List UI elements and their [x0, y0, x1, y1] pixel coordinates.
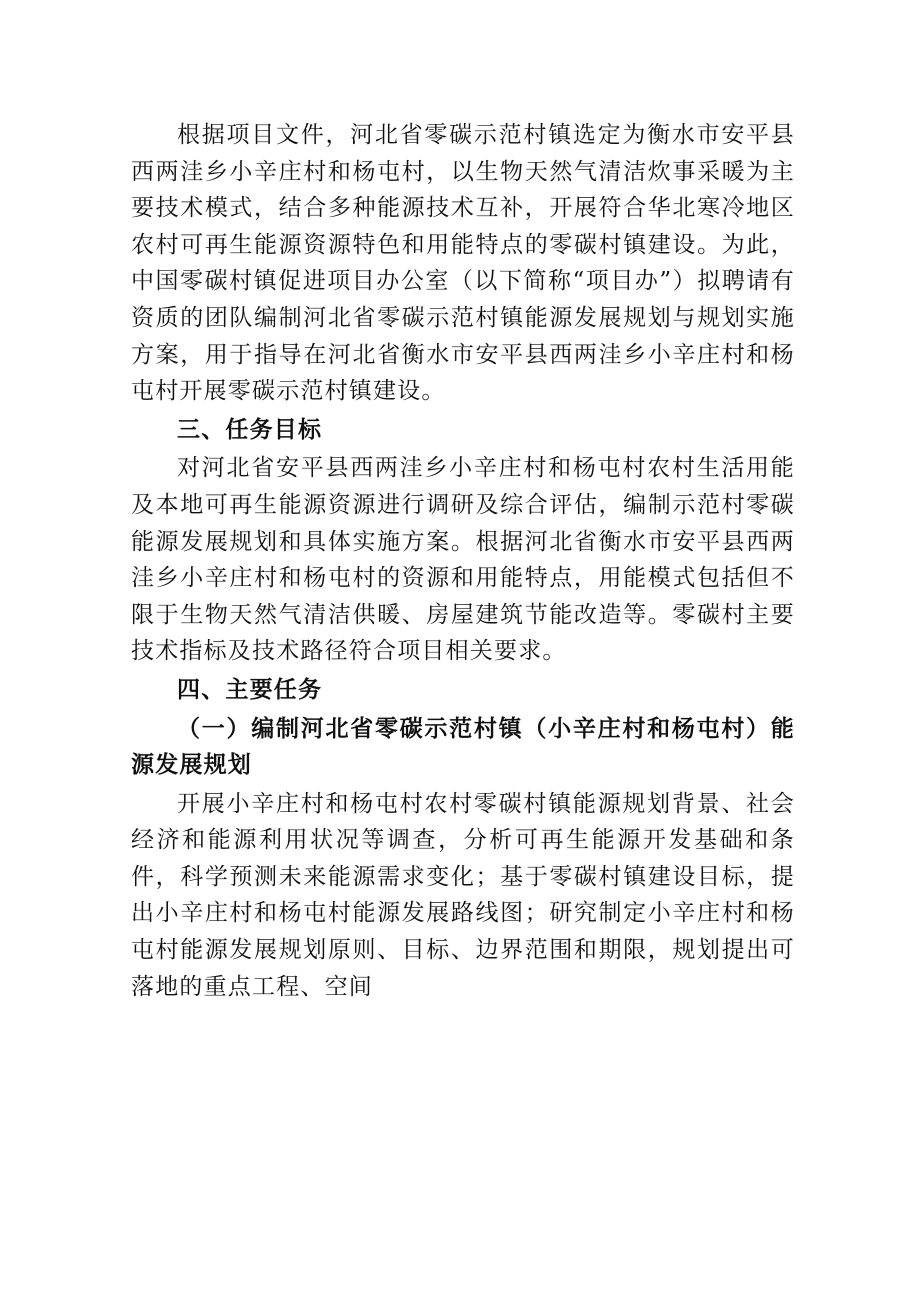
document-body	[131, 117, 795, 1005]
section-heading-main-tasks: 四、主要任务	[177, 675, 323, 703]
paragraph-background: 根据项目文件，河北省零碳示范村镇选定为衡水市安平县西两洼乡小辛庄村和杨屯村，以生物天然气清洁炊事采暖为主要技术模式，结合多种能源技术互补，开展符合华北寒冷地区农村可再生能源资源特色和用能特点的零碳村镇建设。为此，中国零碳村镇促进项目办公室（以下简称“项目办”）拟聘请有资质的团队编制河北省零碳示范村镇能源发展规划与规划实施方案，用于指导在河北省衡水市安平县西两洼乡小辛庄村和杨屯村开展零碳示范村镇建设。	[131, 122, 795, 405]
paragraph-energy-plan: 开展小辛庄村和杨屯村农村零碳村镇能源规划背景、社会经济和能源利用状况等调查，分析可再生能源开发基础和条件，科学预测未来能源需求变化；基于零碳村镇建设目标，提出小辛庄村和杨屯村能源发展路线图；研究制定小辛庄村和杨屯村能源发展规划原则、目标、边界范围和期限，规划提出可落地的重点工程、空间	[131, 790, 795, 1000]
section-heading-task-goals: 三、任务目标	[177, 415, 323, 443]
paragraph-task-goals: 对河北省安平县西两洼乡小辛庄村和杨屯村农村生活用能及本地可再生能源资源进行调研及综合评估，编制示范村零碳能源发展规划和具体实施方案。根据河北省衡水市安平县西两洼乡小辛庄村和杨屯村的资源和用能特点，用能模式包括但不限于生物天然气清洁供暖、房屋建筑节能改造等。零碳村主要技术指标及技术路径符合项目相关要求。	[131, 455, 795, 665]
subsection-heading-energy-plan: （一）编制河北省零碳示范村镇（小辛庄村和杨屯村）能源发展规划	[131, 714, 795, 779]
